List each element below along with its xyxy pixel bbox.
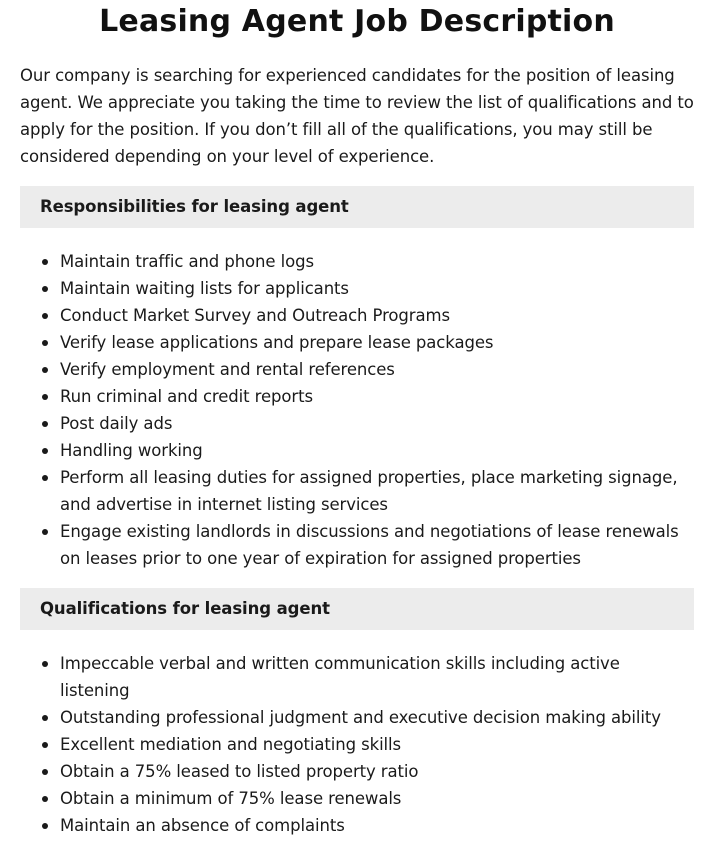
list-item-text: Maintain waiting lists for applicants (60, 279, 349, 298)
list-item-text: Verify lease applications and prepare lease packages (60, 333, 494, 352)
bullet-icon (42, 286, 48, 292)
qualifications-list (20, 650, 694, 839)
bullet-icon (42, 715, 48, 721)
list-item-text: Verify employment and rental references (60, 360, 395, 379)
list-item (60, 383, 694, 410)
bullet-icon (42, 796, 48, 802)
page-title: Leasing Agent Job Description (99, 4, 615, 39)
list-item-text: Obtain a 75% leased to listed property ratio (60, 762, 419, 781)
list-item (60, 302, 694, 329)
bullet-icon (42, 259, 48, 265)
list-item (60, 356, 694, 383)
list-item-text: Run criminal and credit reports (60, 387, 313, 406)
bullet-icon (42, 340, 48, 346)
list-item (60, 731, 694, 758)
list-item (60, 410, 694, 437)
list-item (60, 704, 694, 731)
list-item (60, 329, 694, 356)
bullet-icon (42, 475, 48, 481)
bullet-icon (42, 823, 48, 829)
list-item (60, 437, 694, 464)
list-item (60, 758, 694, 785)
bullet-icon (42, 769, 48, 775)
list-item-text: Post daily ads (60, 414, 173, 433)
list-item-text: Maintain traffic and phone logs (60, 252, 314, 271)
list-item (60, 248, 694, 275)
list-item-text: Outstanding professional judgment and executive decision making ability (60, 708, 661, 727)
qualifications-heading: Qualifications for leasing agent (20, 588, 694, 630)
list-item (60, 464, 694, 518)
responsibilities-heading: Responsibilities for leasing agent (20, 186, 694, 228)
bullet-icon (42, 661, 48, 667)
list-item-text: Engage existing landlords in discussions and negotiations of lease renewals on leases prior to one year of expiration for assigned properties (60, 522, 679, 568)
bullet-icon (42, 448, 48, 454)
list-item (60, 785, 694, 812)
responsibilities-list (20, 248, 694, 572)
list-item-text: Conduct Market Survey and Outreach Programs (60, 306, 450, 325)
intro-paragraph: Our company is searching for experienced candidates for the position of leasing agent. We appreciate you taking the time to review the list of qualifications and to apply for the position. If you don’t fill all of the qualifications, you may still be considered depending on your level of experience. (20, 66, 694, 166)
bullet-icon (42, 742, 48, 748)
list-item (60, 812, 694, 839)
list-item (60, 650, 694, 704)
list-item-text: Excellent mediation and negotiating skills (60, 735, 402, 754)
list-item-text: Obtain a minimum of 75% lease renewals (60, 789, 402, 808)
bullet-icon (42, 313, 48, 319)
list-item-text: Maintain an absence of complaints (60, 816, 345, 835)
list-item (60, 518, 694, 572)
bullet-icon (42, 394, 48, 400)
list-item (60, 275, 694, 302)
list-item-text: Handling working (60, 441, 203, 460)
bullet-icon (42, 421, 48, 427)
list-item-text: Impeccable verbal and written communication skills including active listening (60, 654, 620, 700)
bullet-icon (42, 529, 48, 535)
list-item-text: Perform all leasing duties for assigned properties, place marketing signage, and advertise in internet listing services (60, 468, 678, 514)
bullet-icon (42, 367, 48, 373)
